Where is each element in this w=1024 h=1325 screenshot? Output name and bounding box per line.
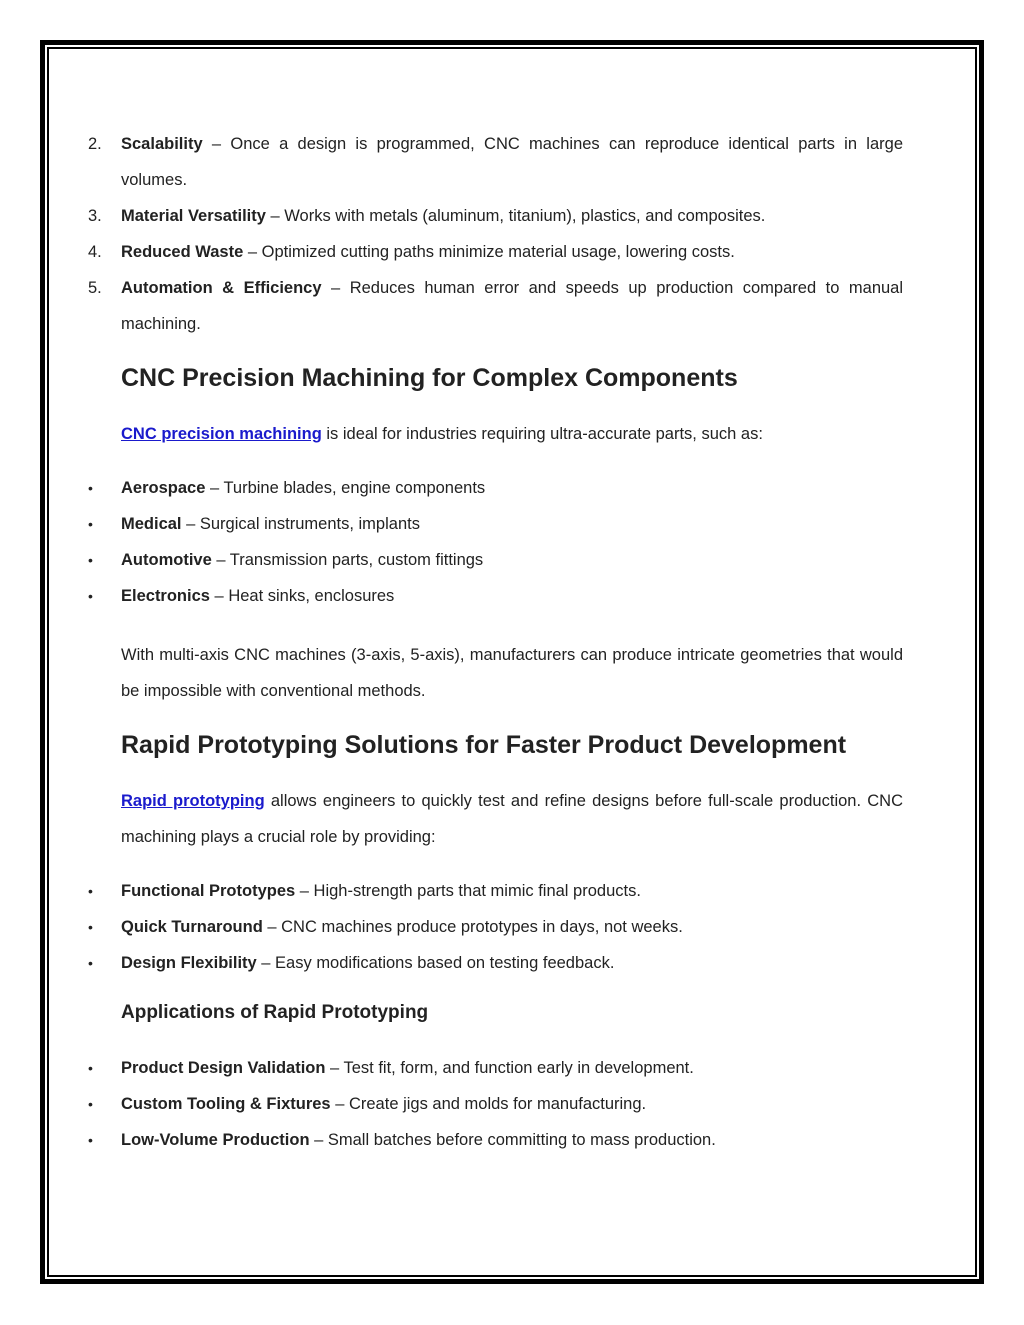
list-text: – Surgical instruments, implants xyxy=(181,515,420,533)
section-heading: Rapid Prototyping Solutions for Faster Product Development xyxy=(121,731,847,759)
list-item xyxy=(88,1050,903,1086)
list-term: Functional Prototypes xyxy=(121,882,296,900)
bullet-list xyxy=(88,1050,903,1158)
section-intro xyxy=(121,783,903,855)
list-number: 3. xyxy=(88,207,102,225)
list-number: 5. xyxy=(88,279,102,297)
cnc-precision-link[interactable]: CNC precision machining xyxy=(121,425,322,443)
intro-text: allows engineers to quickly test and refine designs before full-scale production. CNC machining plays a crucial role by providing: xyxy=(121,792,903,846)
list-item xyxy=(88,873,903,909)
list-term: Quick Turnaround xyxy=(121,918,263,936)
list-item xyxy=(88,470,903,506)
list-term: Low-Volume Production xyxy=(121,1131,310,1149)
subsection-heading: Applications of Rapid Prototyping xyxy=(121,1002,429,1023)
list-text: – CNC machines produce prototypes in days, not weeks. xyxy=(262,918,683,936)
list-item xyxy=(88,270,904,342)
list-term: Automation & Efficiency xyxy=(121,279,322,297)
section-heading: CNC Precision Machining for Complex Components xyxy=(121,364,738,392)
bullet-icon: • xyxy=(88,588,93,604)
bullet-icon: • xyxy=(88,480,93,496)
list-text: – Easy modifications based on testing feedback. xyxy=(256,954,615,972)
list-term: Custom Tooling & Fixtures xyxy=(121,1095,331,1113)
list-text: – Test fit, form, and function early in development. xyxy=(325,1059,694,1077)
section-closing-paragraph: With multi-axis CNC machines (3-axis, 5-axis), manufacturers can produce intricate geometries that would be impossible with conventional methods. xyxy=(121,646,903,700)
list-term: Product Design Validation xyxy=(121,1059,326,1077)
list-item xyxy=(88,909,903,945)
bullet-list xyxy=(88,873,903,981)
bullet-icon: • xyxy=(88,1132,93,1148)
rapid-prototyping-link[interactable]: Rapid prototyping xyxy=(121,792,265,810)
list-text: – Reduces human error and speeds up production compared to manual machining. xyxy=(121,279,904,333)
bullet-icon: • xyxy=(88,919,93,935)
list-text: – Small batches before committing to mass production. xyxy=(309,1131,716,1149)
list-item xyxy=(88,945,903,981)
list-text: – Turbine blades, engine components xyxy=(205,479,486,497)
list-item xyxy=(88,542,903,578)
bullet-icon: • xyxy=(88,955,93,971)
bullet-icon: • xyxy=(88,1096,93,1112)
list-term: Medical xyxy=(121,515,182,533)
list-text: – Create jigs and molds for manufacturing. xyxy=(330,1095,647,1113)
numbered-list xyxy=(88,126,904,342)
list-item xyxy=(88,1086,903,1122)
list-term: Reduced Waste xyxy=(121,243,244,261)
list-item xyxy=(88,506,903,542)
section-intro xyxy=(121,416,903,452)
list-text: – Heat sinks, enclosures xyxy=(209,587,395,605)
list-item xyxy=(88,1122,903,1158)
bullet-list xyxy=(88,470,903,614)
list-item xyxy=(88,578,903,614)
list-text: – Transmission parts, custom fittings xyxy=(211,551,484,569)
bullet-icon: • xyxy=(88,883,93,899)
list-term: Scalability xyxy=(121,135,203,153)
list-number: 2. xyxy=(88,135,102,153)
list-term: Design Flexibility xyxy=(121,954,257,972)
list-term: Aerospace xyxy=(121,479,206,497)
document-body xyxy=(88,126,904,1158)
list-item xyxy=(88,198,903,234)
list-text: – High-strength parts that mimic final products. xyxy=(295,882,641,900)
list-number: 4. xyxy=(88,243,102,261)
intro-text: is ideal for industries requiring ultra-accurate parts, such as: xyxy=(321,425,763,443)
list-item xyxy=(88,234,903,270)
bullet-icon: • xyxy=(88,516,93,532)
list-term: Electronics xyxy=(121,587,210,605)
bullet-icon: • xyxy=(88,1060,93,1076)
list-item xyxy=(88,126,903,198)
list-term: Material Versatility xyxy=(121,207,266,225)
list-text: – Works with metals (aluminum, titanium), plastics, and composites. xyxy=(265,207,766,225)
list-term: Automotive xyxy=(121,551,212,569)
list-text: – Optimized cutting paths minimize material usage, lowering costs. xyxy=(243,243,735,261)
list-text: – Once a design is programmed, CNC machines can reproduce identical parts in large volumes. xyxy=(121,135,903,189)
bullet-icon: • xyxy=(88,552,93,568)
